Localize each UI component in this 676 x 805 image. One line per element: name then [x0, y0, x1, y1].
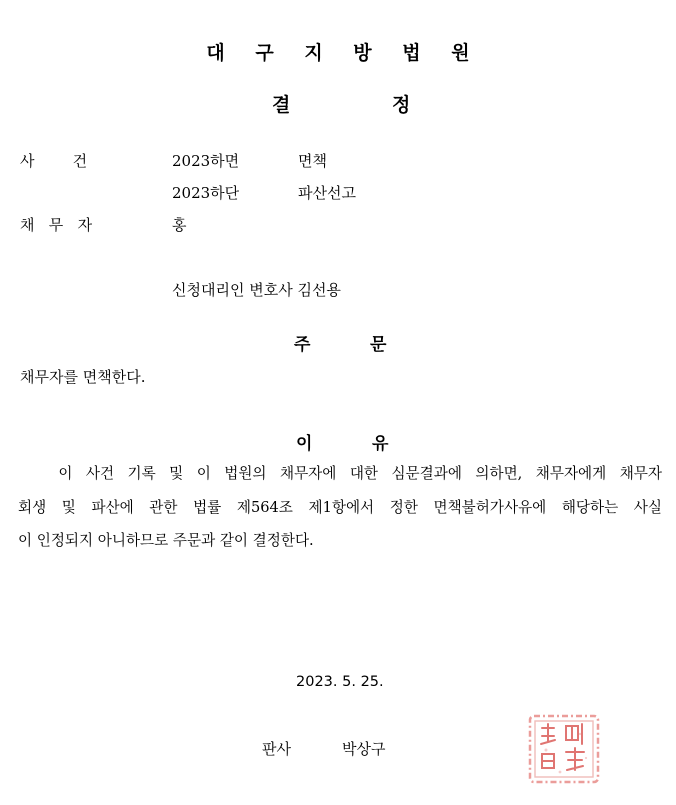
judge-seal-stamp	[526, 710, 602, 786]
order-heading-left: 주	[294, 335, 311, 355]
debtor-label: 채 무 자	[20, 216, 93, 234]
case-label: 사 건	[20, 152, 88, 170]
reason-line-3: 이 인정되지 아니하므로 주문과 같이 결정한다.	[18, 532, 314, 549]
order-heading-right: 문	[370, 335, 387, 355]
document-type-right: 정	[392, 94, 411, 116]
debtor-name: 홍	[172, 216, 187, 234]
case-name-1: 면책	[298, 152, 327, 170]
court-name: 대 구 지 방 법 원	[206, 42, 482, 64]
document-type-left: 결	[272, 94, 291, 116]
case-number-1: 2023하면	[172, 152, 240, 170]
judge-title: 판사	[262, 740, 291, 758]
case-name-2: 파산선고	[298, 184, 356, 202]
reason-line-1: 이 사건 기록 및 이 법원의 채무자에 대한 심문결과에 의하면, 채무자에게 채무자	[18, 465, 662, 482]
case-number-2: 2023하단	[172, 184, 240, 202]
reason-heading-left: 이	[296, 434, 313, 454]
order-text: 채무자를 면책한다.	[20, 368, 146, 386]
judge-name: 박상구	[342, 740, 386, 758]
decision-date: 2023. 5. 25.	[296, 674, 384, 690]
reason-heading-right: 유	[372, 434, 389, 454]
agent-line: 신청대리인 변호사 김선용	[172, 281, 341, 299]
reason-line-2: 회생 및 파산에 관한 법률 제564조 제1항에서 정한 면책불허가사유에 해당하는 사실	[18, 499, 662, 516]
